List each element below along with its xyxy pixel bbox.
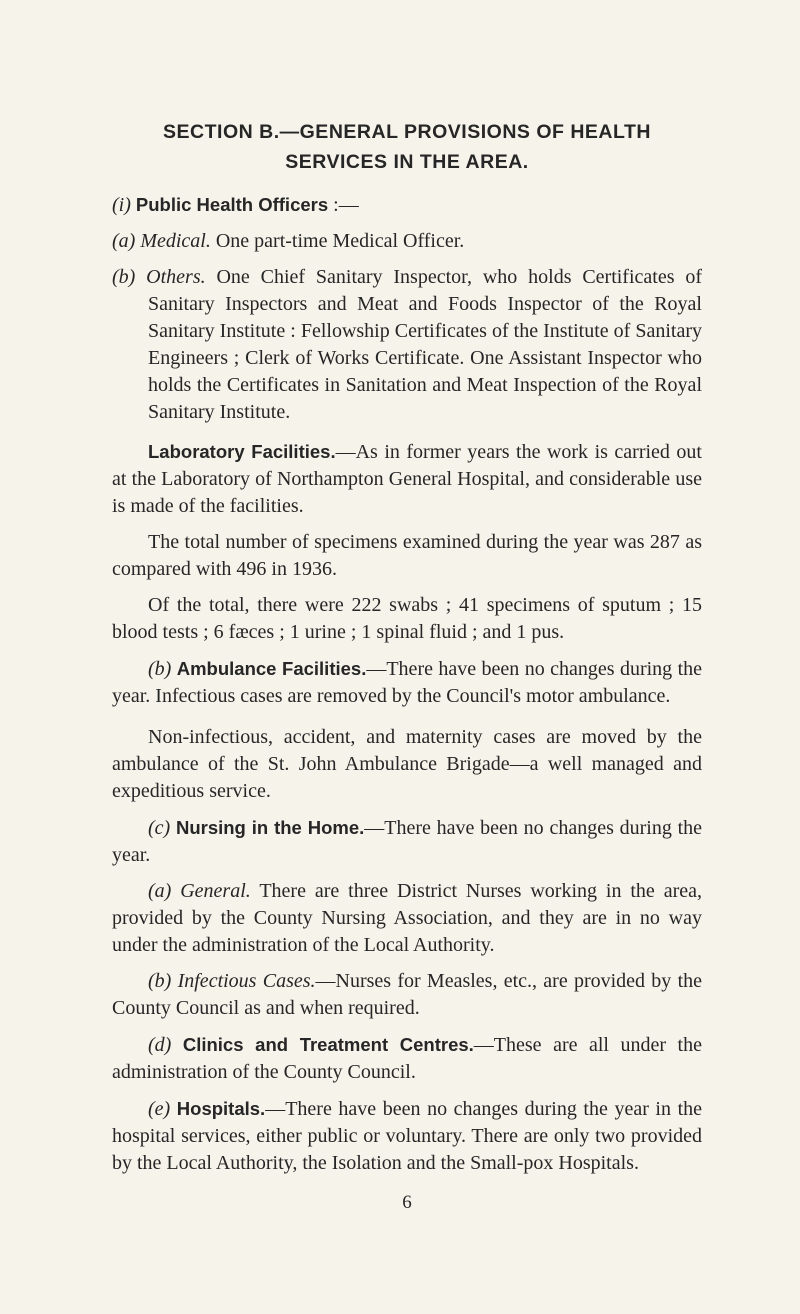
bold-title: Nursing in the Home.: [175, 817, 365, 838]
nursing-infectious-paragraph: [112, 968, 702, 1022]
page-number: 6: [402, 1192, 412, 1213]
paragraph-text: One part-time Medical Officer.: [210, 230, 465, 252]
paragraph-text: There are three District Nurses working in the area, provided by the County Nursing Association, and they are in no way under the administration of the Local Authority.: [112, 880, 702, 956]
paragraph-text: —Nurses for Measles, etc., are provided by the County Council as and when required.: [112, 970, 703, 1019]
bold-title: Laboratory Facilities.: [148, 441, 336, 462]
document-page: [112, 117, 702, 1216]
bold-title: Public Health Officers: [135, 194, 329, 215]
bold-title: Clinics and Treatment Centres.: [182, 1034, 474, 1055]
section-heading: [112, 117, 702, 177]
paragraph-text: —There have been no changes during the year. Infectious cases are removed by the Council's motor ambulance.: [112, 658, 703, 707]
medical-officer-paragraph: [112, 228, 702, 255]
specimens-breakdown-paragraph: Of the total, there were 222 swabs ; 41 specimens of sputum ; 15 blood tests ; 6 fæces ; 1 urine ; 1 spinal fluid ; and 1 pus.: [112, 594, 702, 643]
item-number: (i): [112, 194, 131, 216]
nursing-paragraph: [112, 814, 702, 869]
italic-label: General.: [180, 880, 251, 902]
public-health-officers-heading: [112, 191, 702, 219]
item-number: (b): [112, 266, 136, 288]
item-number: (a): [148, 880, 172, 902]
paragraph-text: One Chief Sanitary Inspector, who holds Certificates of Sanitary Inspectors and Meat and Foods Inspector of the Royal Sanitary Institute : Fellowship Certificates of the Institute of Sanitary Engineers ; Clerk of Works Certificate. One Assistant Inspector who holds the Certificates in Sanitation and Meat Inspection of the Royal Sanitary Institute.: [148, 266, 702, 423]
italic-label: Medical.: [140, 230, 211, 252]
bold-title: Hospitals.: [176, 1098, 266, 1119]
laboratory-paragraph: [112, 438, 702, 520]
heading-line-2: SERVICES IN THE AREA.: [285, 151, 529, 173]
item-number: (b): [148, 658, 172, 680]
item-number: (c): [148, 817, 171, 839]
other-officers-paragraph: [112, 264, 702, 426]
heading-line-1: SECTION B.—GENERAL PROVISIONS OF HEALTH: [163, 121, 651, 143]
ambulance-second-paragraph: Non-infectious, accident, and maternity cases are moved by the ambulance of the St. John Ambulance Brigade—a well managed and expeditious service.: [112, 726, 702, 802]
paragraph-text: —These are all under the administration of the County Council.: [112, 1034, 702, 1083]
nursing-general-paragraph: [112, 878, 702, 959]
hospitals-paragraph: [112, 1095, 702, 1177]
italic-label: Others.: [146, 266, 206, 288]
title-suffix: :—: [328, 194, 359, 216]
item-number: (a): [112, 230, 136, 252]
specimens-total-paragraph: The total number of specimens examined during the year was 287 as compared with 496 in 1936.: [112, 531, 702, 580]
item-number: (d): [148, 1034, 172, 1056]
item-number: (b): [148, 970, 172, 992]
paragraph-text: —As in former years the work is carried out at the Laboratory of Northampton General Hospital, and considerable use is made of the facilities.: [112, 441, 702, 517]
ambulance-paragraph: [112, 655, 702, 710]
bold-title: Ambulance Facilities.: [176, 658, 367, 679]
paragraph-text: —There have been no changes during the year.: [112, 817, 703, 866]
clinics-paragraph: [112, 1031, 702, 1086]
item-number: (e): [148, 1098, 171, 1120]
paragraph-text: —There have been no changes during the year in the hospital services, either public or voluntary. There are only two provided by the Local Authority, the Isolation and the Small-pox Hospitals.: [112, 1098, 702, 1174]
italic-label: Infectious Cases.: [177, 970, 316, 992]
